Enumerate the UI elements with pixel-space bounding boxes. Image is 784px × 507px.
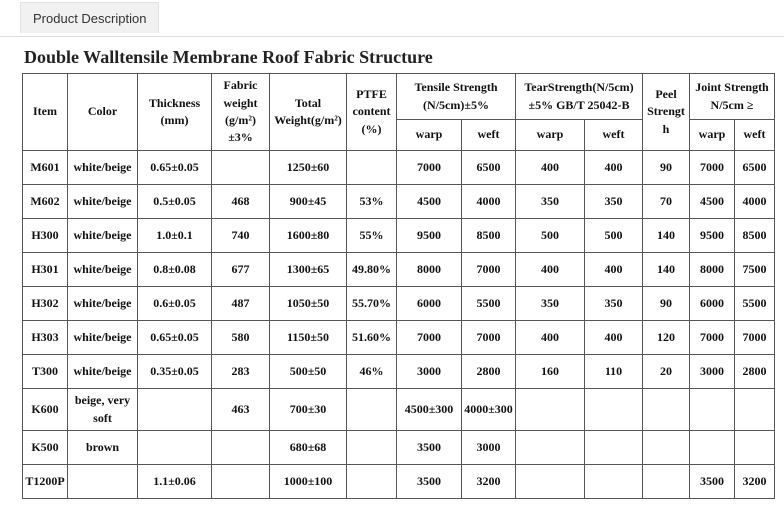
cell-tensile-weft: 7000 (462, 253, 516, 287)
cell-total-weight: 900±45 (270, 185, 347, 219)
cell-thickness: 1.1±0.06 (138, 465, 212, 499)
cell-tear-weft: 350 (585, 287, 643, 321)
cell-item: H301 (23, 253, 68, 287)
cell-thickness: 0.65±0.05 (138, 321, 212, 355)
cell-thickness: 0.5±0.05 (138, 185, 212, 219)
cell-tensile-weft: 6500 (462, 151, 516, 185)
table-row (23, 287, 775, 321)
cell-tensile-warp: 6000 (397, 287, 462, 321)
cell-tensile-weft: 7000 (462, 321, 516, 355)
table-row (23, 219, 775, 253)
cell-color: brown (68, 431, 138, 465)
cell-thickness (138, 389, 212, 431)
cell-tensile-warp: 3500 (397, 431, 462, 465)
cell-tear-weft: 110 (585, 355, 643, 389)
table-row (23, 321, 775, 355)
cell-ptfe: 55.70% (347, 287, 397, 321)
cell-joint-weft: 3200 (735, 465, 775, 499)
cell-joint-warp: 7000 (690, 321, 735, 355)
header-joint-weft: weft (735, 120, 775, 151)
header-peel-strength: Peel Strength (643, 74, 690, 151)
cell-tear-warp (516, 465, 585, 499)
cell-joint-weft: 4000 (735, 185, 775, 219)
header-joint-warp: warp (690, 120, 735, 151)
cell-color: white/beige (68, 185, 138, 219)
cell-tear-weft (585, 389, 643, 431)
cell-tear-weft: 350 (585, 185, 643, 219)
cell-peel: 20 (643, 355, 690, 389)
cell-tensile-weft: 2800 (462, 355, 516, 389)
cell-tear-weft: 400 (585, 321, 643, 355)
cell-joint-weft: 5500 (735, 287, 775, 321)
cell-thickness: 1.0±0.1 (138, 219, 212, 253)
cell-joint-weft (735, 431, 775, 465)
cell-peel: 140 (643, 253, 690, 287)
cell-color: white/beige (68, 321, 138, 355)
cell-tensile-weft: 3000 (462, 431, 516, 465)
cell-item: H303 (23, 321, 68, 355)
cell-tear-warp: 400 (516, 151, 585, 185)
cell-thickness: 0.35±0.05 (138, 355, 212, 389)
cell-tear-warp: 350 (516, 185, 585, 219)
cell-tensile-weft: 4000±300 (462, 389, 516, 431)
cell-peel: 70 (643, 185, 690, 219)
header-ptfe-content: PTFE content (%) (347, 74, 397, 151)
cell-tear-warp (516, 389, 585, 431)
cell-total-weight: 1300±65 (270, 253, 347, 287)
cell-peel: 140 (643, 219, 690, 253)
cell-tear-warp: 500 (516, 219, 585, 253)
cell-tensile-warp: 8000 (397, 253, 462, 287)
cell-ptfe: 55% (347, 219, 397, 253)
cell-tensile-weft: 5500 (462, 287, 516, 321)
cell-tensile-warp: 4500 (397, 185, 462, 219)
cell-joint-weft: 7500 (735, 253, 775, 287)
cell-color: white/beige (68, 355, 138, 389)
cell-tear-warp: 400 (516, 321, 585, 355)
cell-ptfe (347, 465, 397, 499)
cell-ptfe: 49.80% (347, 253, 397, 287)
cell-total-weight: 1600±80 (270, 219, 347, 253)
tab-bar (0, 0, 784, 37)
cell-tensile-warp: 4500±300 (397, 389, 462, 431)
cell-peel: 120 (643, 321, 690, 355)
cell-fabric-weight: 580 (212, 321, 270, 355)
cell-thickness: 0.8±0.08 (138, 253, 212, 287)
cell-tear-warp: 160 (516, 355, 585, 389)
cell-peel (643, 389, 690, 431)
cell-tensile-warp: 3000 (397, 355, 462, 389)
cell-item: T1200P (23, 465, 68, 499)
cell-fabric-weight (212, 151, 270, 185)
cell-joint-warp: 8000 (690, 253, 735, 287)
cell-fabric-weight: 463 (212, 389, 270, 431)
cell-tensile-weft: 4000 (462, 185, 516, 219)
cell-tensile-warp: 9500 (397, 219, 462, 253)
cell-peel: 90 (643, 151, 690, 185)
cell-fabric-weight (212, 431, 270, 465)
cell-tear-warp (516, 431, 585, 465)
cell-thickness: 0.6±0.05 (138, 287, 212, 321)
cell-joint-weft: 7000 (735, 321, 775, 355)
cell-tear-weft (585, 431, 643, 465)
cell-color: white/beige (68, 151, 138, 185)
header-fabric-weight: Fabric weight (g/m²)±3% (212, 74, 270, 151)
cell-joint-warp: 3500 (690, 465, 735, 499)
cell-peel (643, 465, 690, 499)
cell-joint-weft: 8500 (735, 219, 775, 253)
cell-color: beige, very soft (68, 389, 138, 431)
table-row (23, 185, 775, 219)
cell-item: T300 (23, 355, 68, 389)
cell-total-weight: 1150±50 (270, 321, 347, 355)
cell-tear-weft: 500 (585, 219, 643, 253)
cell-total-weight: 1250±60 (270, 151, 347, 185)
spec-table (22, 73, 775, 499)
cell-joint-warp: 4500 (690, 185, 735, 219)
cell-color: white/beige (68, 253, 138, 287)
header-tensile-weft: weft (462, 120, 516, 151)
cell-peel (643, 431, 690, 465)
cell-fabric-weight: 487 (212, 287, 270, 321)
cell-color (68, 465, 138, 499)
cell-tear-warp: 350 (516, 287, 585, 321)
cell-ptfe: 51.60% (347, 321, 397, 355)
cell-ptfe: 46% (347, 355, 397, 389)
cell-total-weight: 500±50 (270, 355, 347, 389)
cell-tensile-warp: 3500 (397, 465, 462, 499)
cell-tensile-weft: 3200 (462, 465, 516, 499)
cell-total-weight: 700±30 (270, 389, 347, 431)
cell-fabric-weight: 283 (212, 355, 270, 389)
cell-item: K600 (23, 389, 68, 431)
cell-ptfe (347, 389, 397, 431)
cell-ptfe (347, 431, 397, 465)
cell-peel: 90 (643, 287, 690, 321)
tab-product-description[interactable]: Product Description (20, 2, 159, 33)
cell-thickness (138, 431, 212, 465)
cell-total-weight: 1050±50 (270, 287, 347, 321)
cell-tensile-warp: 7000 (397, 151, 462, 185)
cell-tear-weft: 400 (585, 253, 643, 287)
cell-color: white/beige (68, 287, 138, 321)
cell-tear-weft: 400 (585, 151, 643, 185)
cell-ptfe: 53% (347, 185, 397, 219)
page-title: Double Walltensile Membrane Roof Fabric Structure (24, 47, 433, 67)
table-row (23, 465, 775, 499)
header-tensile-warp: warp (397, 120, 462, 151)
table-row (23, 151, 775, 185)
cell-color: white/beige (68, 219, 138, 253)
cell-joint-weft (735, 389, 775, 431)
table-row (23, 355, 775, 389)
cell-thickness: 0.65±0.05 (138, 151, 212, 185)
cell-joint-weft: 2800 (735, 355, 775, 389)
header-thickness: Thickness (mm) (138, 74, 212, 151)
table-row (23, 389, 775, 431)
cell-item: H302 (23, 287, 68, 321)
cell-ptfe (347, 151, 397, 185)
cell-joint-warp: 7000 (690, 151, 735, 185)
cell-joint-warp: 6000 (690, 287, 735, 321)
cell-tear-weft (585, 465, 643, 499)
cell-fabric-weight: 468 (212, 185, 270, 219)
header-tensile-strength: Tensile Strength (N/5cm)±5% (397, 74, 516, 120)
header-item: Item (23, 74, 68, 151)
header-tear-weft: weft (585, 120, 643, 151)
header-total-weight: Total Weight(g/m²) (270, 74, 347, 151)
header-color: Color (68, 74, 138, 151)
cell-tear-warp: 400 (516, 253, 585, 287)
cell-total-weight: 1000±100 (270, 465, 347, 499)
cell-total-weight: 680±68 (270, 431, 347, 465)
cell-item: K500 (23, 431, 68, 465)
cell-fabric-weight (212, 465, 270, 499)
table-row (23, 253, 775, 287)
cell-item: H300 (23, 219, 68, 253)
cell-joint-weft: 6500 (735, 151, 775, 185)
cell-tensile-warp: 7000 (397, 321, 462, 355)
header-joint-strength: Joint Strength N/5cm ≥ (690, 74, 775, 120)
cell-joint-warp (690, 431, 735, 465)
header-tear-warp: warp (516, 120, 585, 151)
cell-item: M601 (23, 151, 68, 185)
cell-joint-warp: 9500 (690, 219, 735, 253)
cell-tensile-weft: 8500 (462, 219, 516, 253)
table-row (23, 431, 775, 465)
cell-item: M602 (23, 185, 68, 219)
cell-joint-warp (690, 389, 735, 431)
cell-fabric-weight: 677 (212, 253, 270, 287)
header-tear-strength: TearStrength(N/5cm) ±5% GB/T 25042-B (516, 74, 643, 120)
cell-fabric-weight: 740 (212, 219, 270, 253)
cell-joint-warp: 3000 (690, 355, 735, 389)
